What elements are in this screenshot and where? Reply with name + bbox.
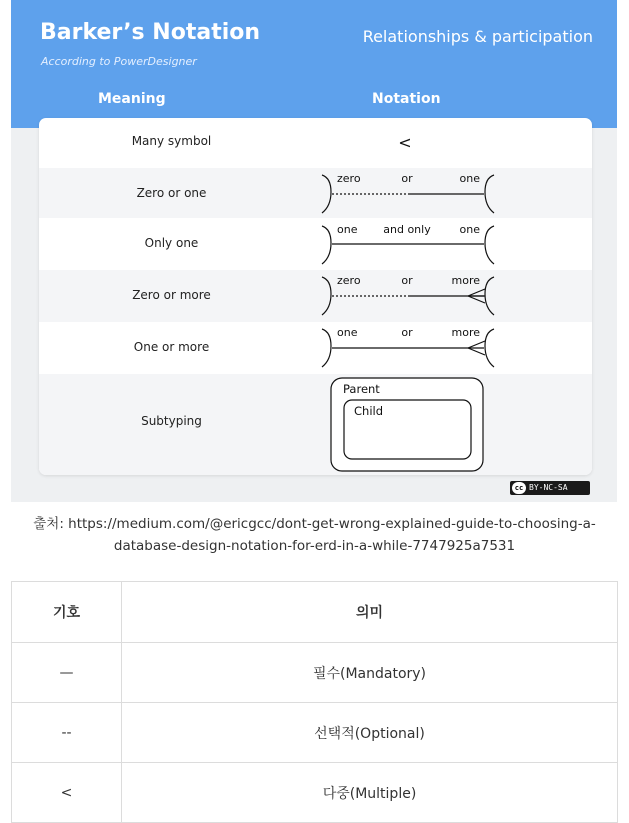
symbol-cell: — [12,643,122,703]
only-one-notation [39,218,592,270]
row-meaning: Many symbol [131,134,212,148]
right-label: more [451,326,480,339]
zero-or-one-notation [39,168,592,218]
row-zero-or-more [39,270,592,322]
figure-subtitle: According to PowerDesigner [41,55,197,68]
left-entity-edge [322,175,331,213]
right-entity-edge [485,277,494,315]
legend-table [11,581,618,823]
notation-card [39,118,592,475]
right-label: more [451,274,480,287]
right-entity-edge [485,226,494,264]
license-text: BY-NC-SA [529,483,568,492]
notation-column-header: Notation [372,91,441,107]
row-meaning: Only one [144,236,199,250]
symbol-column-header: 기호 [12,582,122,643]
creative-commons-icon: cc [512,482,526,494]
legend-table-header [12,582,618,643]
parent-label: Parent [343,382,380,396]
meaning-cell: 선택적(Optional) [122,703,618,763]
row-meaning: Zero or one [136,186,207,200]
many-symbol-glyph: < [398,133,412,152]
row-one-or-more [39,322,592,374]
many-symbol-notation [39,118,592,168]
left-label: one [337,326,358,339]
left-entity-edge [322,329,331,367]
zero-or-more-notation [39,270,592,322]
barker-notation-figure [11,0,617,502]
symbol-cell: -- [12,703,122,763]
table-row [12,643,618,703]
middle-label: or [401,172,413,185]
row-meaning: Subtyping [141,414,202,428]
right-entity-edge [485,329,494,367]
figure-right-title: Relationships & participation [362,27,593,46]
row-zero-or-one [39,168,592,218]
table-row [12,703,618,763]
middle-label: or [401,326,413,339]
row-meaning: Zero or more [132,288,211,302]
crows-foot-icon [468,289,485,303]
license-badge [510,481,590,495]
row-meaning: One or more [133,340,210,354]
row-only-one [39,218,592,270]
row-subtyping [39,374,592,475]
meaning-cell: 다중(Multiple) [122,763,618,823]
source-caption: 출처: https://medium.com/@ericgcc/dont-get-wrong-explained-guide-to-choosing-a-database-design-notation-for-erd-in-a-while-7747925a7531 [33,516,596,554]
meaning-cell: 필수(Mandatory) [122,643,618,703]
meaning-column-header: Meaning [98,91,166,107]
figure-header [11,0,617,128]
symbol-cell: < [12,763,122,823]
right-label: one [459,223,480,236]
table-row [12,763,618,823]
left-entity-edge [322,277,331,315]
one-or-more-notation [39,322,592,374]
left-label: zero [337,172,361,185]
middle-label: and only [383,223,431,236]
middle-label: or [401,274,413,287]
right-entity-edge [485,175,494,213]
figure-title: Barker’s Notation [40,20,261,45]
left-label: one [337,223,358,236]
subtyping-notation [39,374,592,475]
right-label: one [459,172,480,185]
left-entity-edge [322,226,331,264]
row-many-symbol [39,118,592,168]
meaning-column-header: 의미 [122,582,618,643]
child-label: Child [354,404,384,418]
left-label: zero [337,274,361,287]
